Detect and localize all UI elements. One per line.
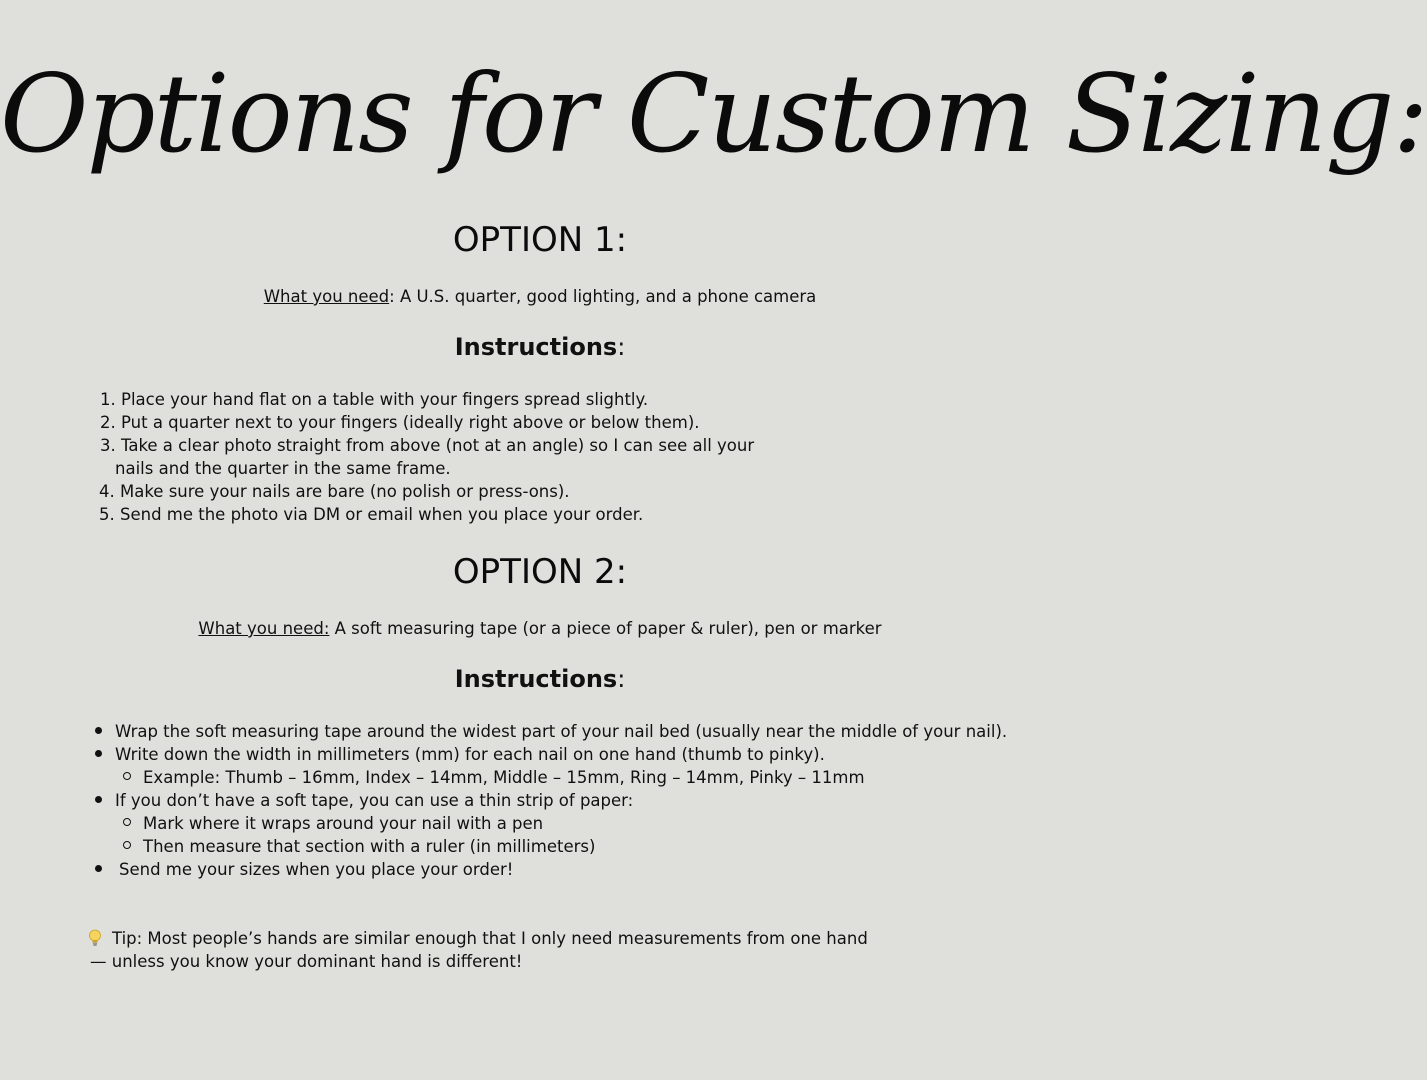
option-1-step: 1. Place your hand flat on a table with your fingers spread slightly.	[100, 390, 649, 409]
option-1-need-label: What you need	[263, 287, 390, 306]
option-2-bullet: Send me your sizes when you place your order!	[119, 860, 514, 879]
sub-bullet-icon	[123, 772, 131, 780]
option-2-need	[0, 618, 1080, 640]
option-2-bullet: If you don’t have a soft tape, you can use a thin strip of paper:	[115, 791, 634, 810]
option-2-sub-bullet: Mark where it wraps around your nail with a pen	[143, 814, 544, 833]
option-2-sub-bullet: Example: Thumb – 16mm, Index – 14mm, Middle – 15mm, Ring – 14mm, Pinky – 11mm	[143, 768, 865, 787]
bullet-icon	[95, 796, 102, 803]
option-2-sub-bullet: Then measure that section with a ruler (in millimeters)	[143, 837, 596, 856]
lightbulb-icon	[88, 929, 102, 947]
option-1-step: 5. Send me the photo via DM or email when you place your order.	[99, 505, 644, 524]
option-1-instructions-heading	[0, 332, 1080, 362]
option-2-need-label: What you need:	[198, 619, 330, 638]
option-2-instructions-heading	[0, 664, 1080, 694]
option-2-bullet: Write down the width in millimeters (mm) for each nail on one hand (thumb to pinky).	[115, 745, 825, 764]
option-1-need	[0, 286, 1080, 308]
option-1-step: 4. Make sure your nails are bare (no polish or press-ons).	[99, 482, 570, 501]
option-1-heading: OPTION 1:	[452, 220, 628, 260]
tip-line-1: Tip: Most people’s hands are similar enough that I only need measurements from one hand	[112, 929, 868, 948]
tip-line-2: — unless you know your dominant hand is different!	[90, 952, 523, 971]
sub-bullet-icon	[123, 841, 131, 849]
option-1-instructions-label: Instructions	[454, 333, 618, 361]
bullet-icon	[95, 727, 102, 734]
bullet-icon	[95, 750, 102, 757]
option-1-step: 2. Put a quarter next to your fingers (ideally right above or below them).	[100, 413, 700, 432]
option-2-instructions-colon: :	[617, 665, 626, 693]
option-2-bullet: Wrap the soft measuring tape around the widest part of your nail bed (usually near the middle of your nail).	[115, 722, 1008, 741]
option-1-need-text: : A U.S. quarter, good lighting, and a phone camera	[389, 287, 817, 306]
option-2-instructions-label: Instructions	[454, 665, 618, 693]
sub-bullet-icon	[123, 818, 131, 826]
option-1-step-continuation: nails and the quarter in the same frame.	[115, 459, 451, 478]
bullet-icon	[95, 865, 102, 872]
option-1-instructions-colon: :	[617, 333, 626, 361]
option-2-heading: OPTION 2:	[452, 552, 628, 592]
option-2-need-text: A soft measuring tape (or a piece of paper & ruler), pen or marker	[329, 619, 882, 638]
page-title: Options for Custom Sizing:	[0, 52, 1427, 177]
option-1-step: 3. Take a clear photo straight from above (not at an angle) so I can see all your	[100, 436, 755, 455]
